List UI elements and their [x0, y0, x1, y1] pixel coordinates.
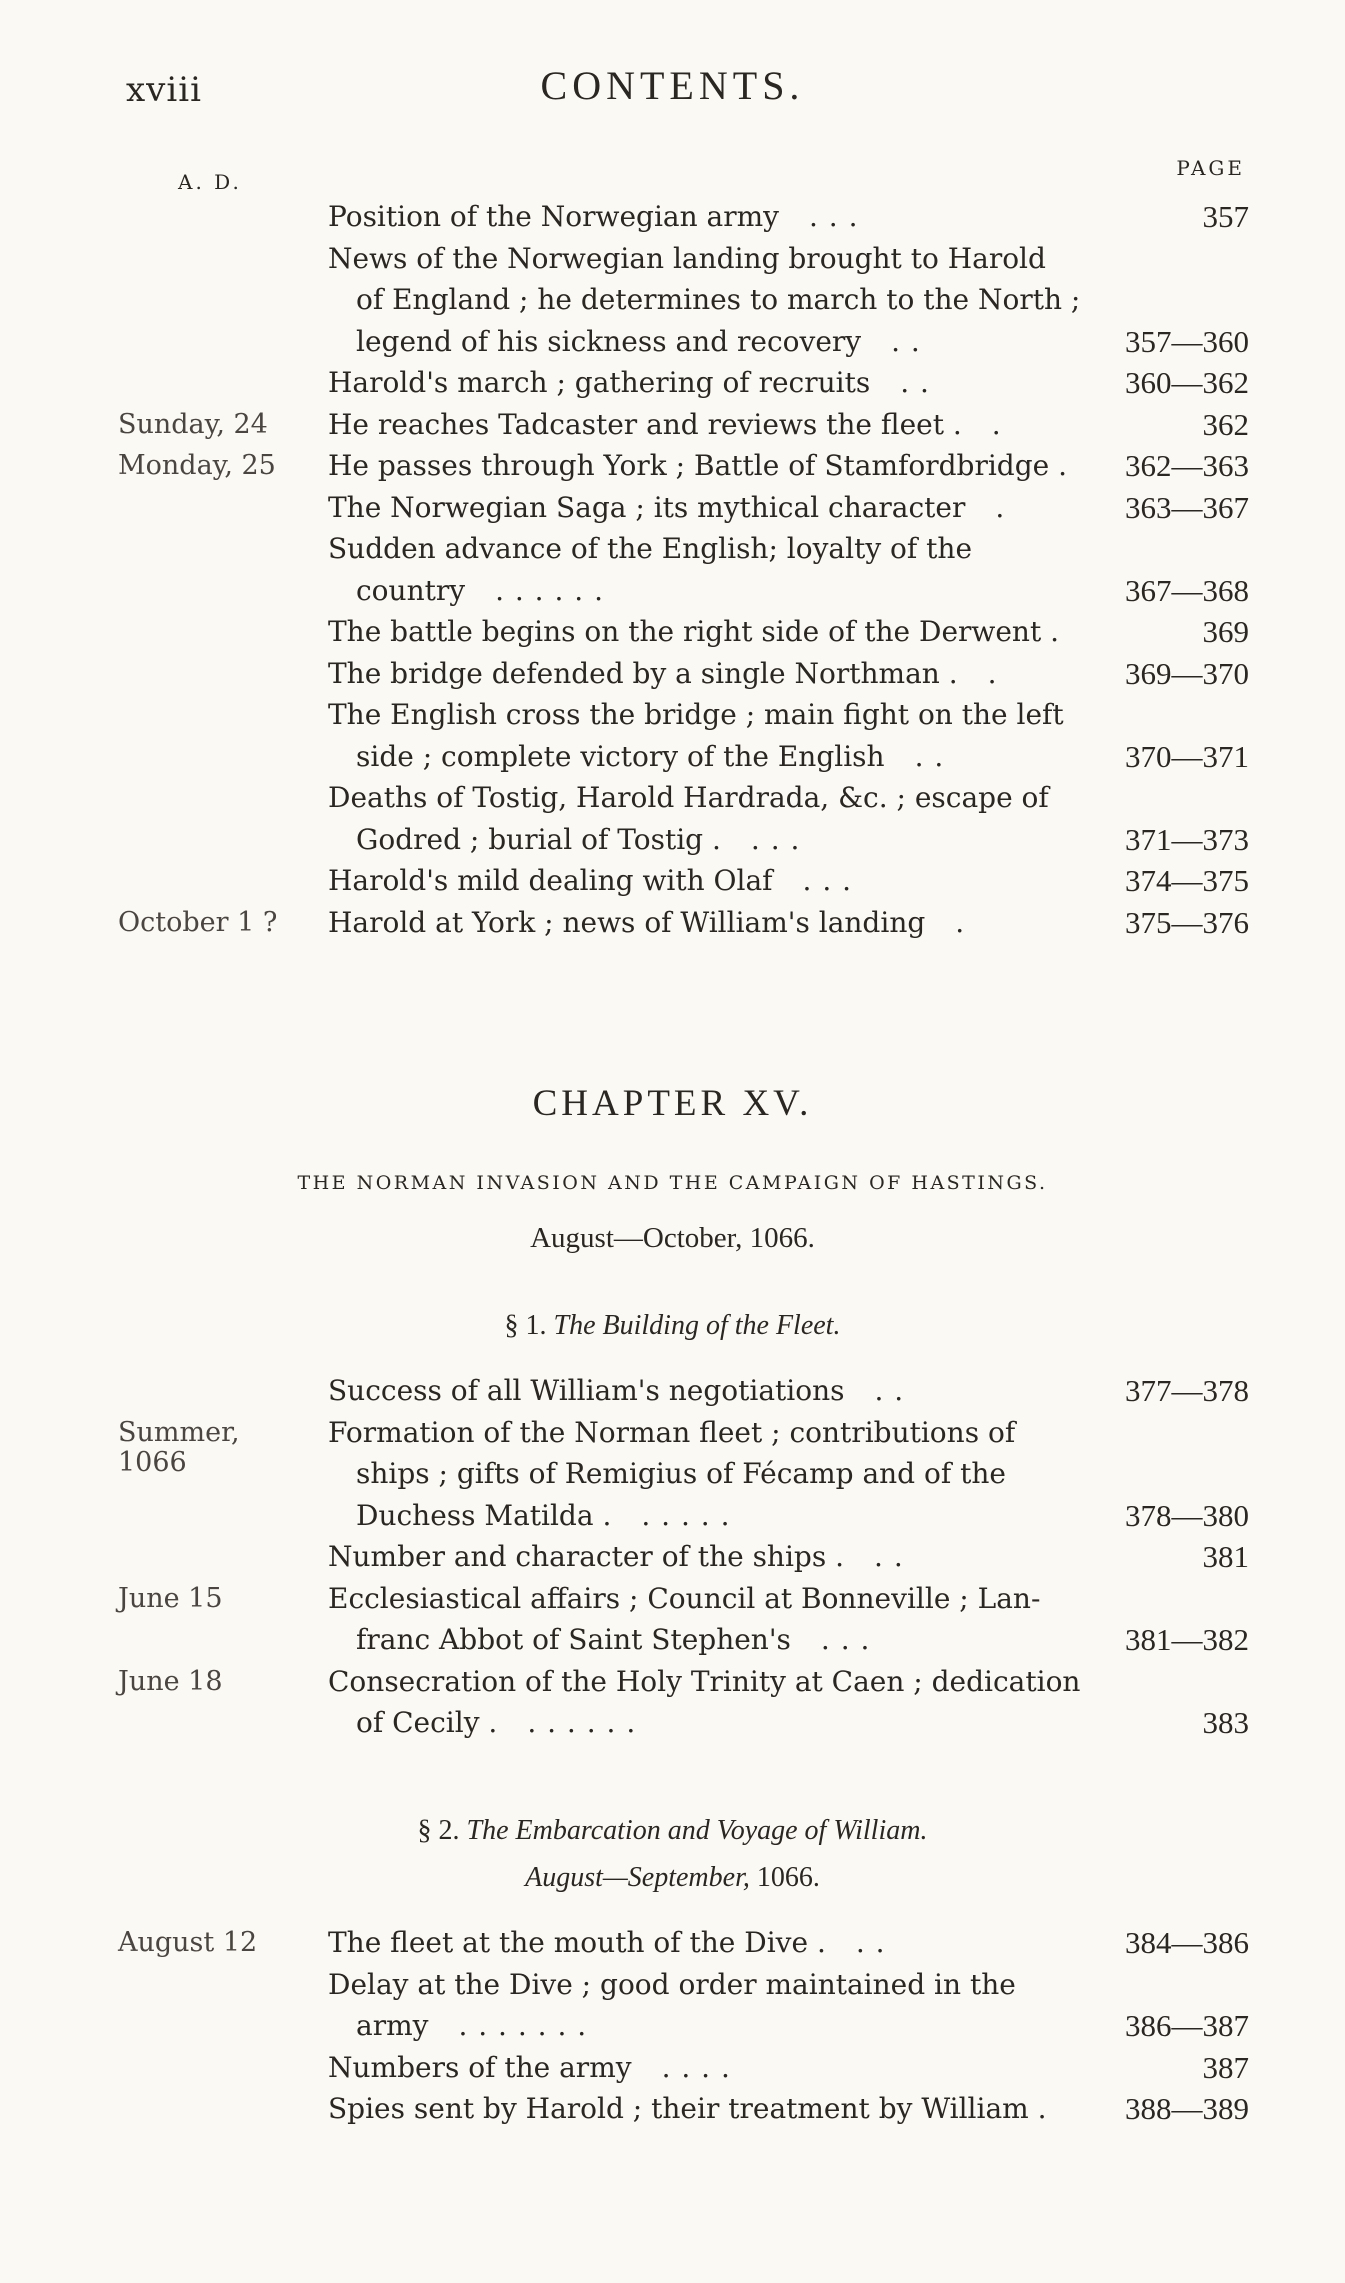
- entry-description: [328, 528, 1080, 611]
- entry-description: [328, 653, 1080, 695]
- entry-description: [328, 777, 1080, 860]
- entry-line-text: Harold's mild dealing with Olaf: [328, 864, 773, 897]
- entry-line: [328, 1495, 1080, 1537]
- toc-entry: [0, 902, 1345, 944]
- entry-line: [328, 653, 1080, 695]
- toc-entry: [0, 1536, 1345, 1578]
- toc-entry: [0, 1412, 1345, 1537]
- entry-description: [328, 2088, 1080, 2130]
- entry-line: [328, 611, 1080, 653]
- toc-entry: [0, 196, 1345, 238]
- entry-line: [328, 1536, 1080, 1578]
- entry-page-range: 357—360: [1125, 323, 1249, 359]
- page-folio: xviii: [126, 70, 203, 110]
- toc-entry: [0, 1661, 1345, 1744]
- entry-line-text: ships ; gifts of Remigius of Fécamp and of the: [356, 1457, 1006, 1490]
- entry-description: [328, 445, 1080, 487]
- entry-description: [328, 1922, 1080, 1964]
- entry-line: [328, 528, 1080, 570]
- section-1-heading: [0, 1310, 1345, 1342]
- entry-page-range: 381—382: [1125, 1622, 1249, 1657]
- chapter-subtitle: THE NORMAN INVASION AND THE CAMPAIGN OF HASTINGS.: [297, 1172, 1048, 1194]
- entry-date: Monday, 25: [118, 450, 276, 481]
- entry-description: [328, 1964, 1080, 2047]
- entry-date: Sunday, 24: [118, 408, 268, 440]
- entry-line: [328, 404, 1080, 446]
- entry-description: [328, 1370, 1080, 1412]
- entry-description: [328, 1661, 1080, 1744]
- entry-line: [328, 196, 1080, 238]
- toc-entry: [0, 777, 1345, 860]
- dot-leader: . . .: [809, 200, 859, 233]
- entry-page-range: 388—389: [1125, 2091, 1249, 2126]
- dot-leader: . . .: [820, 1623, 871, 1656]
- section-1-number: § 1.: [504, 1310, 547, 1341]
- entry-line-text: Duchess Matilda .: [356, 1498, 612, 1532]
- entry-line: [328, 279, 1080, 321]
- entry-line: [328, 238, 1080, 280]
- entry-page-range: 387: [1202, 2049, 1249, 2085]
- entry-page-range: 383: [1202, 1705, 1249, 1740]
- entry-date: [118, 238, 303, 244]
- entry-page-range: 377—378: [1125, 1373, 1249, 1408]
- entry-page-range: 367—368: [1125, 572, 1249, 608]
- section-2-dates: [0, 1862, 1345, 1894]
- entry-date: [118, 653, 303, 659]
- entry-line: [328, 321, 1080, 363]
- entry-page-range: 362: [1202, 406, 1249, 442]
- entry-line: [328, 445, 1080, 487]
- toc-entry: [0, 445, 1345, 487]
- running-title: CONTENTS.: [540, 63, 805, 108]
- dot-leader: . . .: [802, 864, 853, 897]
- entry-line: [328, 1453, 1080, 1495]
- dot-leader: .: [995, 490, 1006, 524]
- entry-line-text: News of the Norwegian landing brought to Harold: [328, 241, 1046, 275]
- entry-page-range: 362—363: [1125, 448, 1249, 483]
- dot-leader: . . . . . .: [527, 1706, 637, 1739]
- toc-entry: [0, 487, 1345, 529]
- toc-entry: [0, 1370, 1345, 1412]
- entry-date: June 18: [118, 1665, 223, 1697]
- toc-entry: [0, 1922, 1345, 1964]
- entry-date: August 12: [118, 1927, 258, 1958]
- dot-leader: . . . . . .: [495, 573, 604, 607]
- entry-line: [328, 860, 1080, 902]
- entry-line-text: Formation of the Norman fleet ; contributions of: [328, 1415, 1016, 1449]
- entry-date: [118, 196, 303, 202]
- entry-line-text: Godred ; burial of Tostig .: [356, 822, 721, 856]
- entry-line-text: Harold's march ; gathering of recruits: [328, 366, 871, 399]
- toc-entry: [0, 694, 1345, 777]
- entry-line-text: Harold at York ; news of William's landing: [328, 905, 926, 939]
- entry-line-text: The battle begins on the right side of the Derwent .: [328, 615, 1060, 648]
- dot-leader: . .: [874, 1540, 904, 1573]
- entry-description: [328, 238, 1080, 363]
- entry-page-range: 369—370: [1125, 655, 1249, 691]
- entry-line: [328, 736, 1080, 778]
- entry-line: [328, 1661, 1080, 1703]
- entry-description: [328, 1412, 1080, 1537]
- contents-list-section-1: [0, 1370, 1345, 1744]
- entry-line: [328, 570, 1080, 612]
- entry-description: [328, 487, 1080, 529]
- page-column-heading: PAGE: [1176, 156, 1245, 180]
- dot-leader: . .: [855, 1926, 886, 1959]
- entry-description: [328, 196, 1080, 238]
- entry-line-text: Position of the Norwegian army: [328, 200, 779, 233]
- entry-line-text: He reaches Tadcaster and reviews the fleet .: [328, 407, 962, 441]
- entry-line-text: Delay at the Dive ; good order maintained in the: [328, 1967, 1016, 2001]
- entry-description: [328, 694, 1080, 777]
- entry-line: [328, 1578, 1080, 1620]
- entry-line: [328, 1412, 1080, 1454]
- toc-entry: [0, 653, 1345, 695]
- entry-line-text: The fleet at the mouth of the Dive .: [328, 1926, 826, 1959]
- entry-line-text: Numbers of the army: [328, 2050, 632, 2084]
- dot-leader: . .: [891, 324, 921, 358]
- entry-page-range: 375—376: [1125, 904, 1249, 940]
- entry-description: [328, 404, 1080, 446]
- entry-page-range: 371—373: [1125, 821, 1249, 857]
- entry-line-text: Consecration of the Holy Trinity at Caen ; dedication: [328, 1664, 1081, 1698]
- entry-description: [328, 611, 1080, 653]
- entry-page-range: 363—367: [1125, 489, 1249, 525]
- chapter-date: August—October, 1066.: [530, 1222, 815, 1254]
- entry-line-text: The Norwegian Saga ; its mythical character: [328, 490, 966, 524]
- entry-line-text: army: [356, 2009, 429, 2042]
- dot-leader: . . .: [750, 822, 801, 856]
- entry-description: [328, 902, 1080, 944]
- entry-page-range: 360—362: [1125, 365, 1249, 400]
- entry-line-text: The bridge defended by a single Northman .: [328, 656, 958, 690]
- entry-line: [328, 487, 1080, 529]
- entry-description: [328, 2047, 1080, 2089]
- section-2-heading: [0, 1815, 1345, 1847]
- dot-leader: .: [991, 407, 1002, 441]
- contents-list-section-2: [0, 1922, 1345, 2130]
- entry-date: [118, 2088, 303, 2094]
- toc-entry: [0, 528, 1345, 611]
- entry-date: [118, 777, 303, 783]
- entry-date: [118, 611, 303, 617]
- entry-date: [118, 487, 303, 493]
- entry-date: [118, 1536, 303, 1542]
- entry-page-range: 374—375: [1125, 863, 1249, 898]
- toc-entry: [0, 238, 1345, 363]
- entry-line: [328, 2005, 1080, 2047]
- dot-leader: . .: [900, 366, 930, 399]
- entry-date: October 1 ?: [118, 906, 278, 938]
- section-2-number: § 2.: [417, 1815, 460, 1846]
- contents-list-top: [0, 196, 1345, 943]
- entry-line: [328, 902, 1080, 944]
- entry-line-text: Spies sent by Harold ; their treatment by William .: [328, 2092, 1047, 2125]
- dot-leader: . .: [874, 1374, 905, 1407]
- entry-date: [118, 694, 303, 700]
- entry-line-text: Ecclesiastical affairs ; Council at Bonneville ; Lan-: [328, 1581, 1041, 1615]
- entry-line-text: of Cecily .: [356, 1706, 498, 1739]
- entry-line-text: Number and character of the ships .: [328, 1540, 845, 1573]
- section-2-dates-months: August—September,: [525, 1862, 750, 1893]
- entry-date: [118, 1370, 303, 1376]
- entry-page-range: 357: [1202, 199, 1249, 234]
- entry-line: [328, 2088, 1080, 2130]
- entry-line: [328, 694, 1080, 736]
- entry-page-range: 378—380: [1125, 1497, 1249, 1533]
- entry-date: [118, 2047, 303, 2053]
- entry-line-text: of England ; he determines to march to the North ;: [356, 283, 1081, 316]
- entry-line: [328, 819, 1080, 861]
- chapter-title: CHAPTER XV.: [532, 1083, 813, 1124]
- entry-page-range: 381: [1202, 1539, 1249, 1574]
- entry-page-range: 369: [1202, 614, 1249, 649]
- entry-line-text: He passes through York ; Battle of Stamfordbridge .: [328, 449, 1068, 482]
- entry-line-text: Sudden advance of the English; loyalty of the: [328, 532, 973, 565]
- entry-page-range: 370—371: [1125, 738, 1249, 774]
- entry-line: [328, 362, 1080, 404]
- toc-entry: [0, 404, 1345, 446]
- entry-date: [118, 1964, 303, 1970]
- entry-line: [328, 1922, 1080, 1964]
- entry-description: [328, 362, 1080, 404]
- section-2-title: The Embarcation and Voyage of William.: [466, 1815, 928, 1846]
- dot-leader: .: [987, 656, 998, 690]
- entry-line: [328, 1370, 1080, 1412]
- entry-line: [328, 777, 1080, 819]
- entry-page-range: 384—386: [1125, 1925, 1249, 1960]
- ad-column-heading: A. D.: [178, 170, 242, 194]
- entry-line-text: Success of all William's negotiations: [328, 1374, 845, 1407]
- toc-entry: [0, 362, 1345, 404]
- toc-entry: [0, 611, 1345, 653]
- entry-description: [328, 1578, 1080, 1661]
- entry-line-text: The English cross the bridge ; main fight on the left: [328, 698, 1064, 731]
- entry-date: Summer, 1066: [118, 1416, 240, 1478]
- dot-leader: . . . . . . .: [458, 2009, 588, 2042]
- section-2-dates-year: 1066.: [756, 1862, 820, 1893]
- entry-line: [328, 1702, 1080, 1744]
- dot-leader: . . . . .: [641, 1498, 731, 1532]
- entry-line-text: country: [356, 573, 466, 607]
- entry-date: [118, 362, 303, 368]
- entry-description: [328, 860, 1080, 902]
- toc-entry: [0, 1964, 1345, 2047]
- entry-line-text: legend of his sickness and recovery: [356, 324, 862, 358]
- entry-date: June 15: [118, 1582, 223, 1614]
- dot-leader: . . . .: [661, 2050, 731, 2084]
- dot-leader: . .: [914, 739, 945, 773]
- entry-page-range: 386—387: [1125, 2008, 1249, 2043]
- entry-date: [118, 528, 303, 534]
- entry-date: [118, 860, 303, 866]
- toc-entry: [0, 860, 1345, 902]
- entry-description: [328, 1536, 1080, 1578]
- entry-line-text: franc Abbot of Saint Stephen's: [356, 1623, 791, 1656]
- entry-line: [328, 1964, 1080, 2006]
- entry-line: [328, 2047, 1080, 2089]
- entry-line: [328, 1619, 1080, 1661]
- entry-line-text: Deaths of Tostig, Harold Hardrada, &c. ; escape of: [328, 781, 1049, 814]
- dot-leader: .: [955, 905, 966, 939]
- section-1-title: The Building of the Fleet.: [553, 1310, 841, 1341]
- toc-entry: [0, 2088, 1345, 2130]
- toc-entry: [0, 1578, 1345, 1661]
- toc-entry: [0, 2047, 1345, 2089]
- entry-line-text: side ; complete victory of the English: [356, 739, 885, 773]
